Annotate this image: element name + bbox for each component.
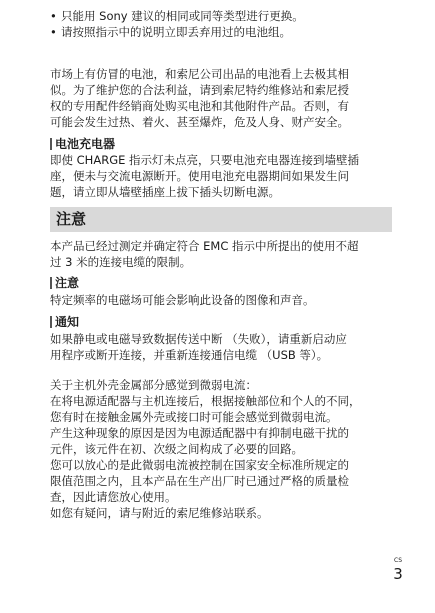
replacement-bullet-list <box>50 8 395 40</box>
bullet-item: • 请按照指示中的说明立即丢弃用过的电池组。 <box>50 25 291 39</box>
counterfeit-battery-warning <box>50 66 395 130</box>
text-line: 您可以放心的是此微弱电流被控制在国家安全标准所规定的 <box>50 458 349 472</box>
leakage-current-text <box>50 377 395 521</box>
text-line: 可能会发生过热、着火、甚至爆炸，危及人身、财产安全。 <box>50 115 349 129</box>
text-line: 座，便未与交流电源断开。使用电池充电器期间如果发生问 <box>50 169 349 183</box>
text-line: 您有时在接触金属外壳或接口时可能会感觉到微弱电流。 <box>50 410 338 424</box>
heading-marker <box>50 138 52 150</box>
bullet-text: 只能用 Sony 建议的相同或同等类型进行更换。 <box>61 9 304 23</box>
page-number <box>391 557 405 583</box>
text-line: 产生这种现象的原因是因为电源适配器中有抑制电磁干扰的 <box>50 426 349 440</box>
text-line: 市场上有仿冒的电池，和索尼公司出品的电池看上去极其相 <box>50 67 349 81</box>
page-number-value: 3 <box>393 565 403 583</box>
battery-charger-text <box>50 152 395 200</box>
language-code: CS <box>394 557 402 564</box>
bullet-item: • 只能用 Sony 建议的相同或同等类型进行更换。 <box>50 9 304 23</box>
note-text <box>50 292 395 308</box>
text-line: 即使 CHARGE 指示灯未点亮，只要电池充电器连接到墙壁插 <box>50 153 360 167</box>
section-title: 注意 <box>56 210 87 228</box>
text-line: 题，请立即从墙壁插座上拔下插头切断电源。 <box>50 185 280 199</box>
text-line: 元件，该元件在初、次级之间构成了必要的回路。 <box>50 442 303 456</box>
emc-compliance-text <box>50 238 395 270</box>
notification-text <box>50 331 395 363</box>
text-line: 似。为了维护您的合法利益，请到索尼特约维修站和索尼授 <box>50 83 349 97</box>
text-line: 如您有疑问，请与附近的索尼维修站联系。 <box>50 506 269 520</box>
text-line: 查，因此请您放心使用。 <box>50 490 177 504</box>
note-heading: 注意 <box>50 275 79 291</box>
battery-charger-heading: 电池充电器 <box>50 136 115 152</box>
notice-section-header <box>50 207 392 232</box>
text-line: 本产品已经过测定并确定符合 EMC 指示中所提出的使用不超 <box>50 239 359 253</box>
text-line: 特定频率的电磁场可能会影响此设备的图像和声音。 <box>50 293 315 307</box>
notification-heading: 通知 <box>50 314 79 330</box>
bullet-text: 请按照指示中的说明立即丢弃用过的电池组。 <box>61 25 291 39</box>
heading-marker <box>50 277 52 289</box>
text-line: 关于主机外壳金属部分感觉到微弱电流： <box>50 378 257 392</box>
text-line: 限值范围之内，且本产品在生产出厂时已通过严格的质量检 <box>50 474 349 488</box>
text-line: 用程序或断开连接，并重新连接通信电缆 （USB 等）。 <box>50 348 329 362</box>
text-line: 权的专用配件经销商处购买电池和其他附件产品。否则，有 <box>50 99 349 113</box>
heading-marker <box>50 316 52 328</box>
text-line: 过 3 米的连接电缆的限制。 <box>50 255 192 269</box>
text-line: 如果静电或电磁导致数据传送中断 （失败），请重新启动应 <box>50 332 347 346</box>
text-line: 在将电源适配器与主机连接后，根据接触部位和个人的不同， <box>50 394 361 408</box>
